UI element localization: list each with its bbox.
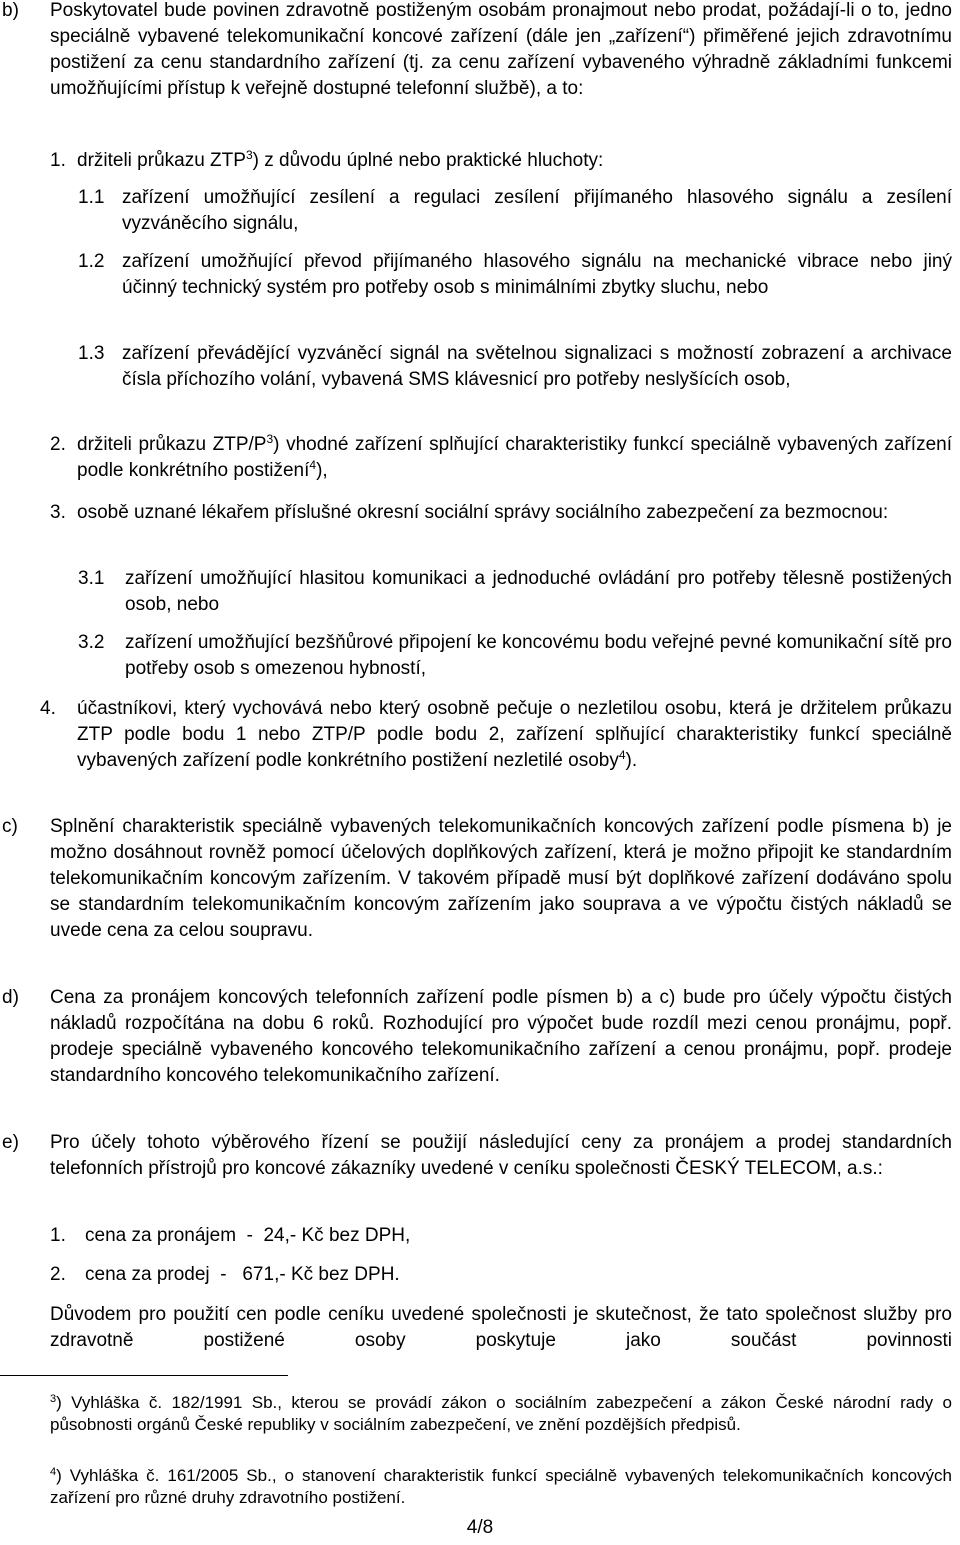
sub-item-text: zařízení umožňující zesílení a regulaci zesílení přijímaného hlasového signálu a zesílení vyzváněcího signálu, <box>122 187 952 234</box>
section-b <box>0 0 960 102</box>
list-item-1 <box>0 148 960 174</box>
footnote-number: 3 <box>50 1393 57 1405</box>
price-item-text: cena za prodej - 671,- Kč bez DPH. <box>85 1264 400 1285</box>
sub-item-1-2 <box>0 249 960 301</box>
footnote-number: 4 <box>50 1466 57 1478</box>
price-item-text: cena za pronájem - 24,- Kč bez DPH, <box>85 1225 411 1246</box>
price-item-number: 1. <box>50 1225 66 1246</box>
list-item-number: 4. <box>40 698 56 719</box>
footnote-text: $^3$) Vyhláška č. 182/1991 Sb., kterou se provádí zákon o sociálním zabezpečení a zákon České národní rady o působnosti orgánů České republiky v sociálním zabezpečení, ve znění pozdějších předpisů. <box>50 1393 952 1434</box>
section-e-closing <box>0 1302 960 1354</box>
price-item-1 <box>0 1223 960 1249</box>
section-e-text: Pro účely tohoto výběrového řízení se použijí následující ceny za pronájem a prodej standardních telefonních přístrojů pro koncové zákazníky uvedené v ceníku společnosti ČESKÝ TELECOM, a.s.: <box>50 1132 952 1179</box>
list-item-text: držiteli průkazu ZTP$^3$) z důvodu úplné nebo praktické hluchoty: <box>77 148 604 171</box>
list-item-number: 3. <box>50 502 66 523</box>
section-c-label: c) <box>2 816 18 837</box>
page-number: 4/8 <box>466 1517 494 1538</box>
price-item-2 <box>0 1262 960 1288</box>
sub-item-number: 3.1 <box>78 568 105 589</box>
list-item-number: 2. <box>50 434 66 455</box>
section-e <box>0 1130 960 1182</box>
sub-item-text: zařízení umožňující převod přijímaného hlasového signálu na mechanické vibrace nebo jiný účinný technický systém pro potřeby osob s minimálními zbytky sluchu, nebo <box>122 251 952 298</box>
sub-item-number: 1.3 <box>78 343 105 364</box>
sub-item-1-3 <box>0 341 960 393</box>
list-item-number: 1. <box>50 150 66 171</box>
footnote-divider <box>0 1375 288 1376</box>
sub-item-3-2 <box>0 630 960 682</box>
section-e-label: e) <box>2 1132 19 1153</box>
footnote-4 <box>0 1465 960 1509</box>
list-item-3 <box>0 500 960 526</box>
list-item-2 <box>0 432 960 484</box>
section-b-text: Poskytovatel bude povinen zdravotně postiženým osobám pronajmout nebo prodat, požádají-li o to, jedno speciálně vybavené telekomunikační koncové zařízení (dále jen „zařízení“) přiměřené jejich zdravotnímu postižení za cenu standardního zařízení (tj. za cenu zařízení vybaveného výhradně základními funkcemi umožňujícími přístup k veřejně dostupné telefonní službě), a to: <box>50 0 952 99</box>
sub-item-text: zařízení umožňující bezšňůrové připojení ke koncovému bodu veřejné pevné komunikační sítě pro potřeby osob s omezenou hybností, <box>125 632 952 679</box>
sub-item-1-1 <box>0 185 960 237</box>
section-d-label: d) <box>2 987 19 1008</box>
list-item-4 <box>0 696 960 774</box>
footnote-text: $^4$) Vyhláška č. 161/2005 Sb., o stanovení charakteristik funkcí speciálně vybavených telekomunikačních koncových zařízení pro různé druhy zdravotního postižení. <box>50 1466 952 1507</box>
section-c <box>0 814 960 944</box>
section-b-label: b) <box>2 0 19 21</box>
price-item-number: 2. <box>50 1264 66 1285</box>
section-c-text: Splnění charakteristik speciálně vybavených telekomunikačních koncových zařízení podle písmena b) je možno dosáhnout rovněž pomocí účelových doplňkových zařízení, která je možno připojit ke standardním telekomunikačním koncovým zařízením. V takovém případě musí být doplňkové zařízení dodáváno spolu se standardním telekomunikačním koncovým zařízením jako souprava a ve výpočtu čistých nákladů se uvede cena za celou soupravu. <box>50 816 952 941</box>
sub-item-3-1 <box>0 566 960 618</box>
sub-item-number: 1.1 <box>78 187 105 208</box>
sub-item-number: 1.2 <box>78 251 105 272</box>
sub-item-text: zařízení převádějící vyzváněcí signál na světelnou signalizaci s možností zobrazení a archivace čísla příchozího volání, vybavená SMS klávesnicí pro potřeby neslyšících osob, <box>122 343 952 390</box>
section-d <box>0 985 960 1089</box>
list-item-text: osobě uznané lékařem příslušné okresní sociální správy sociálního zabezpečení za bezmocnou: <box>77 502 889 523</box>
sub-item-number: 3.2 <box>78 632 105 653</box>
footnote-3 <box>0 1392 960 1436</box>
list-item-text: účastníkovi, který vychovává nebo který osobně pečuje o nezletilou osobu, která je držitelem průkazu ZTP podle bodu 1 nebo ZTP/P podle bodu 2, zařízení splňující charakteristiky funkcí speciálně vybavených zařízení podle konkrétního postižení nezletilé osoby$^4$). <box>77 698 952 771</box>
section-d-text: Cena za pronájem koncových telefonních zařízení podle písmen b) a c) bude pro účely výpočtu čistých nákladů rozpočítána na dobu 6 roků. Rozhodující pro výpočet bude rozdíl mezi cenou pronájmu, popř. prodeje speciálně vybaveného koncového telekomunikačního zařízení a cenou pronájmu, popř. prodeje standardního koncového telekomunikačního zařízení. <box>50 987 952 1086</box>
sub-item-text: zařízení umožňující hlasitou komunikaci a jednoduché ovládání pro potřeby tělesně postižených osob, nebo <box>125 568 952 615</box>
list-item-text: držiteli průkazu ZTP/$P^3$) vhodné zařízení splňující charakteristiky funkcí speciálně vybavených zařízení podle konkrétního postižení$^4$), <box>77 432 952 481</box>
closing-text: Důvodem pro použití cen podle ceníku uvedené společnosti je skutečnost, že tato společnost služby pro zdravotně postižené osoby poskytuje jako součást povinnosti <box>50 1304 952 1351</box>
